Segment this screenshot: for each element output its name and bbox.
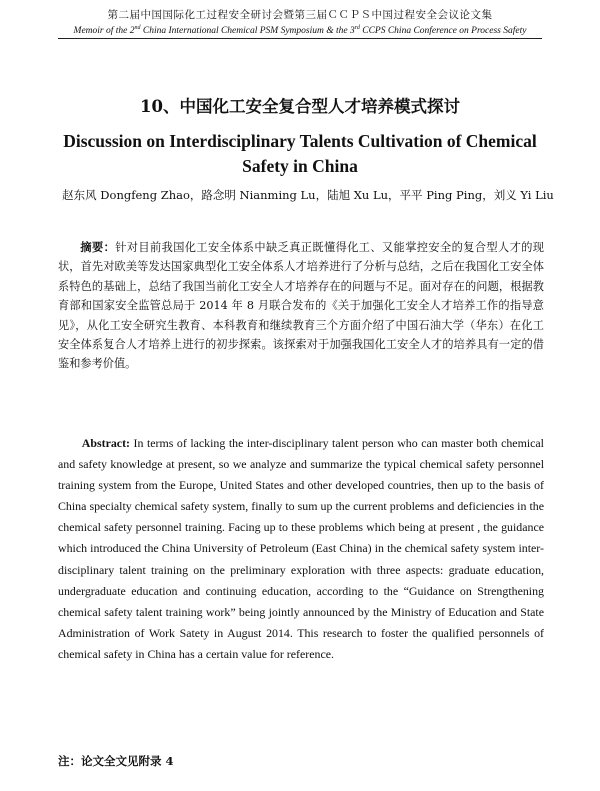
author-list: 赵东风 Dongfeng Zhao，路念明 Nianming Lu，陆旭 Xu Lu，平平 Ping Ping，刘义 Yi Liu bbox=[62, 188, 554, 202]
running-header-en: Memoir of the 2nd China International Chemical PSM Symposium & the 3rd CCPS China Conference on Process Safety bbox=[73, 25, 527, 37]
running-header-cn: 第二届中国国际化工过程安全研讨会暨第三届ＣＣＰＳ中国过程安全会议论文集 bbox=[107, 9, 493, 21]
header-rule bbox=[58, 38, 542, 39]
abstract-cn-label: 摘要： bbox=[80, 240, 116, 254]
paper-title-en: Discussion on Interdisciplinary Talents Cultivation of Chemical Safety in China bbox=[63, 131, 537, 176]
footnote: 注：论文全文见附录 4 bbox=[58, 754, 174, 768]
abstract-cn bbox=[58, 238, 544, 374]
abstract-cn-text: 针对目前我国化工安全体系中缺乏真正既懂得化工、又能掌控安全的复合型人才的现状，首先对欧美等发达国家典型化工安全体系人才培养进行了分析与总结，之后在我国化工安全体系特色的基础上，总结了我国当前化工安全人才培养存在的问题与不足。面对存在的问题，根据教育部和国家安全监管总局于 2014 年 8 月联合发布的《关于加强化工安全人才培养工作的指导意见》，从化工安全研究生教育、本科教育和继续教育三个方面介绍了中国石油大学（华东）在化工安全体系复合人才培养上进行的初步探索。该探索对于加强我国化工安全人才的培养具有一定的借鉴和参考价值。 bbox=[58, 241, 544, 371]
running-header bbox=[40, 8, 560, 37]
abstract-en-label: Abstract: bbox=[81, 436, 131, 450]
paper-title-cn: 10、中国化工安全复合型人才培养模式探讨 bbox=[140, 97, 460, 116]
abstract-en-text: In terms of lacking the inter-disciplinary talent person who can master both chemical and safety knowledge at present, so we analyze and summarize the typical chemical safety personnel training system from the Europe, United States and other developed countries, then up to the basis of China specialty chemical safety system, finally to sum up the current problems and deficiencies in the chemical safety personnel training. Facing up to these problems which being at present , the guidance which introduced the China University of Petroleum (East China) in the chemical safety system inter-disciplinary talent training on the preliminary exploration with three aspects: graduate education, undergraduate education and continuing education, according to the “Guidance on Strengthening chemical safety talent training work” being jointly announced by the Ministry of Education and State Administration of Work Satety in August 2014. This research to foster the qualified personnels of chemical safety in China has a certain value for reference. bbox=[58, 436, 544, 661]
abstract-en bbox=[58, 433, 544, 665]
